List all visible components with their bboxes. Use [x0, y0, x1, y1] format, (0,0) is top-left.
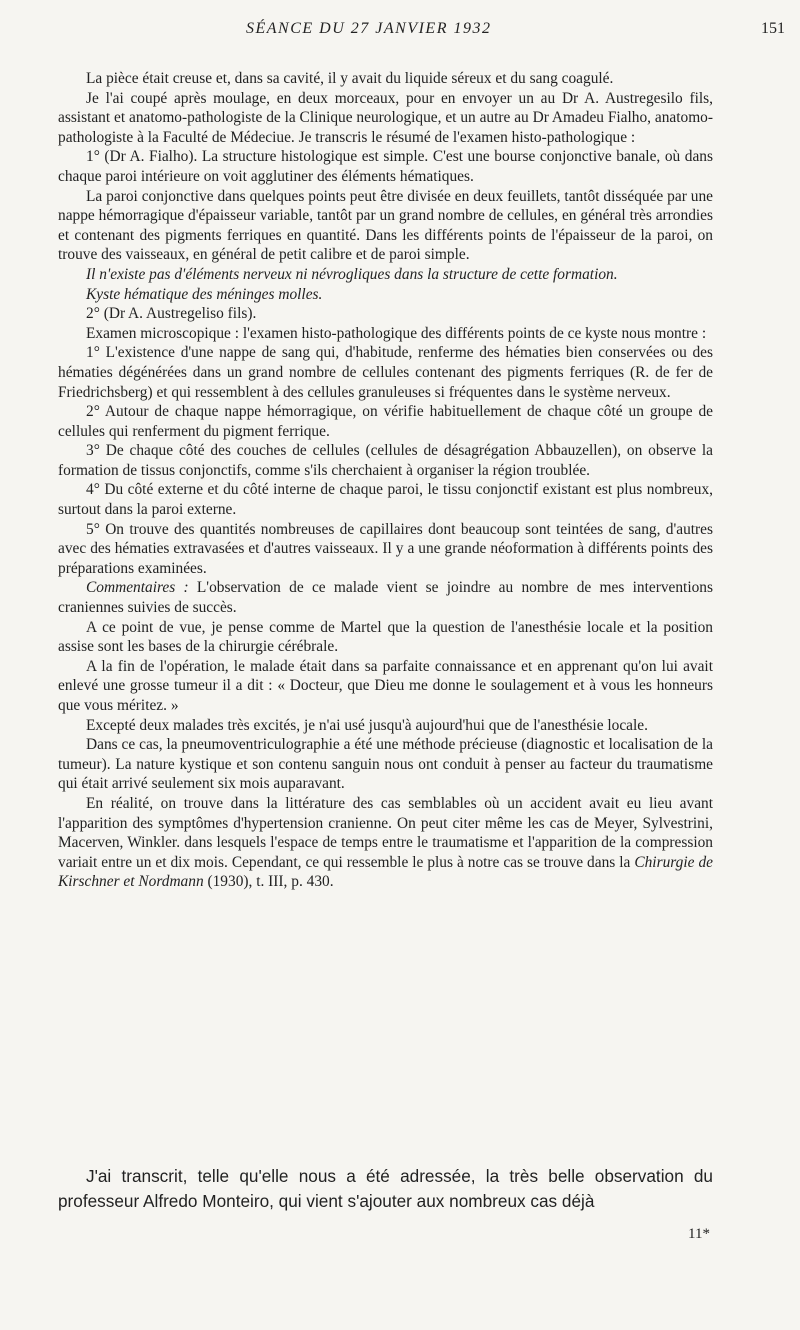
- paragraph: A la fin de l'opération, le malade était dans sa parfaite connaissance et en apprenant qu'on lui avait enlevé une grosse tumeur il a dit : « Docteur, que Dieu me donne le soulagement et à vous les honneurs que vous méritez. »: [58, 657, 713, 714]
- commentaires-label: Commentaires :: [86, 579, 189, 597]
- citation-title: Chirurgie de Kirschner et Nordmann: [58, 853, 713, 891]
- paragraph-citation: [58, 794, 713, 892]
- page-header: [58, 20, 785, 44]
- paragraph: 2° Autour de chaque nappe hémorragique, on vérifie habituellement de chaque côté un groupe de cellules qui renferment du pigment ferrique.: [58, 403, 713, 440]
- paragraph-italic: Kyste hématique des méninges molles.: [86, 285, 323, 303]
- paragraph: A ce point de vue, je pense comme de Martel que la question de l'anesthésie locale et la position assise sont les bases de la chirurgie cérébrale.: [58, 618, 713, 656]
- paragraph-commentaires: [58, 578, 713, 617]
- page-number: 151: [761, 20, 785, 37]
- paragraph: 5° On trouve des quantités nombreuses de capillaires dont beaucoup sont teintées de sang, d'autres avec des hématies extravasées et d'autres vaisseaux. Il y a une grande néoformation à différents points des préparations examinées.: [58, 520, 713, 577]
- body-text: [58, 69, 713, 892]
- paragraph: Dans ce cas, la pneumoventriculographie a été une méthode précieuse (diagnostic et localisation de la tumeur). La nature kystique et son contenu sanguin nous ont conduit à penser au facteur du traumatisme qui était arrivé seulement six mois auparavant.: [58, 736, 713, 793]
- running-head: SÉANCE DU 27 JANVIER 1932: [246, 20, 492, 37]
- citation-rest: (1930), t. III, p. 430.: [203, 873, 334, 891]
- closing-text: [58, 1164, 713, 1214]
- paragraph: 1° L'existence d'une nappe de sang qui, d'habitude, renferme des hématies bien conservées ou des hématies dégénérées dans un grand nombre de cellules contenant des pigments ferriques (R. de fer de Friedrichsberg) et qui ressemblent à des cellules granuleuses si fréquentes dans le système nerveux.: [58, 344, 713, 401]
- paragraph: 4° Du côté externe et du côté interne de chaque paroi, le tissu conjonctif existant est plus nombreux, surtout dans la paroi externe.: [58, 481, 713, 519]
- paragraph: La pièce était creuse et, dans sa cavité, il y avait du liquide séreux et du sang coagulé.: [86, 70, 614, 87]
- paragraph: Examen microscopique : l'examen histo-pathologique des différents points de ce kyste nous montre :: [86, 324, 707, 342]
- paragraph-italic: Il n'existe pas d'éléments nerveux ni névrogliques dans la structure de cette formation.: [86, 265, 618, 283]
- paragraph: La paroi conjonctive dans quelques points peut être divisée en deux feuillets, tantôt disséquée par une nappe hémorragique d'épaisseur variable, tantôt par un grand nombre de cellules, en général très arrondies et contenant des pigments ferriques en quantité. Dans les différents points de l'épaisseur de la paroi, on trouve des vaisseaux, en général de petit calibre et de paroi simple.: [58, 187, 713, 264]
- closing-paragraph: J'ai transcrit, telle qu'elle nous a été adressée, la très belle observation du professeur Alfredo Monteiro, qui vient s'ajouter aux nombreux cas déjà: [58, 1166, 713, 1211]
- paragraph: 3° De chaque côté des couches de cellules (cellules de désagrégation Abbauzellen), on observe la formation de tissus conjonctifs, comme s'ils cherchaient à organiser la région troublée.: [58, 442, 713, 479]
- paragraph: 2° (Dr A. Austregeliso fils).: [86, 305, 257, 323]
- signature-mark: 11*: [688, 1226, 710, 1242]
- paragraph: 1° (Dr A. Fialho). La structure histologique est simple. C'est une bourse conjonctive banale, où dans chaque paroi intérieure on voit agglutiner des éléments hématiques.: [58, 148, 713, 185]
- paragraph: Excepté deux malades très excités, je n'ai usé jusqu'à aujourd'hui que de l'anesthésie locale.: [86, 716, 648, 734]
- commentaires-text: L'observation de ce malade vient se joindre au nombre de mes interventions craniennes suivies de succès.: [58, 579, 713, 617]
- paragraph: Je l'ai coupé après moulage, en deux morceaux, pour en envoyer un au Dr A. Austregesilo fils, assistant et anatomo-pathologiste de la Clinique neurologique, et un autre au Dr Amadeu Fialho, anatomo-pathologiste à la Faculté de Médeciue. Je transcris le résumé de l'examen histo-pathologique :: [58, 89, 713, 146]
- paragraph-text: En réalité, on trouve dans la littérature des cas semblables où un accident avait eu lieu avant l'apparition des symptômes d'hypertension cranienne. On peut citer même les cas de Meyer, Sylvestrini, Macerven, Winkler. dans lesquels l'espace de temps entre le traumatisme et l'apparition de la compression variait entre un et dix mois. Cependant, ce qui ressemble le plus à notre cas se trouve dans la: [58, 794, 713, 871]
